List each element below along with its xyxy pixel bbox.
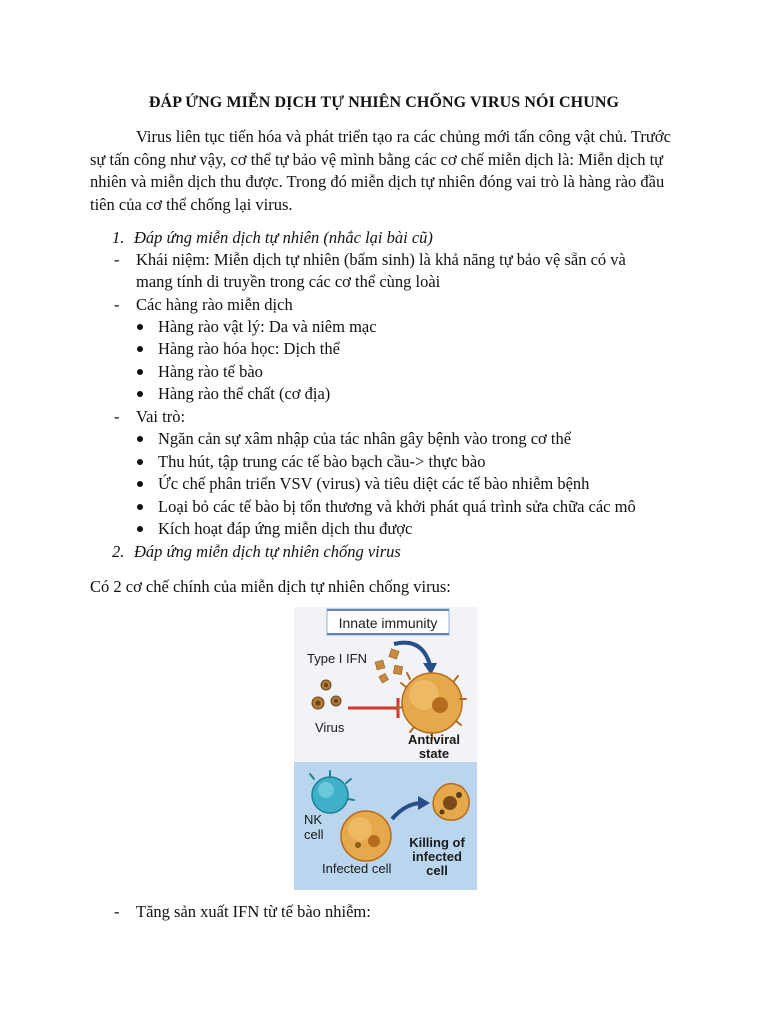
figure-header: Innate immunity [338, 615, 438, 631]
killing-label-1: Killing of [409, 835, 465, 850]
bullet-dot [137, 346, 143, 352]
concept-dash: - [114, 250, 120, 269]
barrier-item: Hàng rào thể chất (cơ địa) [158, 384, 331, 403]
bullet-dot [137, 324, 143, 330]
barriers-dash: - [114, 295, 120, 314]
virus-label: Virus [315, 720, 345, 735]
infected-cell-icon [341, 811, 391, 861]
antiviral-label-1: Antiviral [407, 732, 461, 747]
concept-line-1: Khái niệm: Miễn dịch tự nhiên (bẩm sinh) là khả năng tự bảo vệ sẵn có và [136, 250, 626, 269]
killed-cell-icon [433, 784, 469, 820]
mechanisms-line: Có 2 cơ chế chính của miễn dịch tự nhiên chống virus: [90, 577, 451, 596]
bullet-dot [137, 504, 143, 510]
bullet-dot [137, 369, 143, 375]
last-item-dash: - [114, 902, 120, 921]
antiviral-label-2: state [418, 746, 450, 761]
section1-heading: Đáp ứng miễn dịch tự nhiên (nhắc lại bài cũ) [134, 228, 433, 247]
role-item: Ức chế phân triển VSV (virus) và tiêu diệt các tế bào nhiễm bệnh [158, 474, 590, 493]
barrier-item: Hàng rào tế bào [158, 362, 263, 381]
infected-label: Infected cell [322, 861, 392, 876]
roles-label: Vai trò: [136, 407, 186, 426]
section1-number: 1. [112, 228, 125, 247]
ifn-label: Type I IFN [307, 651, 367, 666]
roles-dash: - [114, 407, 120, 426]
role-item: Ngăn cản sự xâm nhập của tác nhân gây bệnh vào trong cơ thể [158, 429, 572, 448]
innate-immunity-figure [294, 607, 477, 890]
nk-label-2: cell [304, 827, 324, 842]
intro-paragraph: Virus liên tục tiến hóa và phát triển tạo ra các chủng mới tấn công vật chủ. Trước sự tấn công như vậy, cơ thể tự bảo vệ mình bằng các cơ chế miễn dịch là: Miễn dịch tự nhiên và miễn dịch thu được. Trong đó miễn dịch tự nhiên đóng vai trò là hàng rào đầu tiên của cơ thể chống lại virus. [90, 127, 671, 214]
bullet-dot [137, 459, 143, 465]
bullet-dot [137, 436, 143, 442]
role-item: Thu hút, tập trung các tế bào bạch cầu-> thực bào [158, 452, 486, 471]
barrier-item: Hàng rào hóa học: Dịch thể [158, 339, 340, 358]
barrier-item: Hàng rào vật lý: Da và niêm mạc [158, 317, 377, 336]
killing-label-3: cell [426, 863, 448, 878]
role-item: Loại bỏ các tế bào bị tổn thương và khởi phát quá trình sửa chữa các mô [158, 497, 636, 516]
bullet-dot [137, 526, 143, 532]
role-item: Kích hoạt đáp ứng miễn dịch thu được [158, 519, 413, 538]
killing-label-2: infected [412, 849, 462, 864]
bullet-dot [137, 391, 143, 397]
concept-line-2: mang tính di truyền trong các cơ thể cùng loài [136, 272, 441, 291]
document-title: ĐÁP ỨNG MIỄN DỊCH TỰ NHIÊN CHỐNG VIRUS NÓI CHUNG [148, 94, 620, 111]
barriers-label: Các hàng rào miễn dịch [136, 295, 293, 314]
last-item-text: Tăng sản xuất IFN từ tế bào nhiễm: [136, 902, 371, 921]
nk-label-1: NK [304, 812, 323, 827]
section2-number: 2. [112, 542, 125, 561]
section2-heading: Đáp ứng miễn dịch tự nhiên chống virus [134, 542, 401, 561]
bullet-dot [137, 481, 143, 487]
